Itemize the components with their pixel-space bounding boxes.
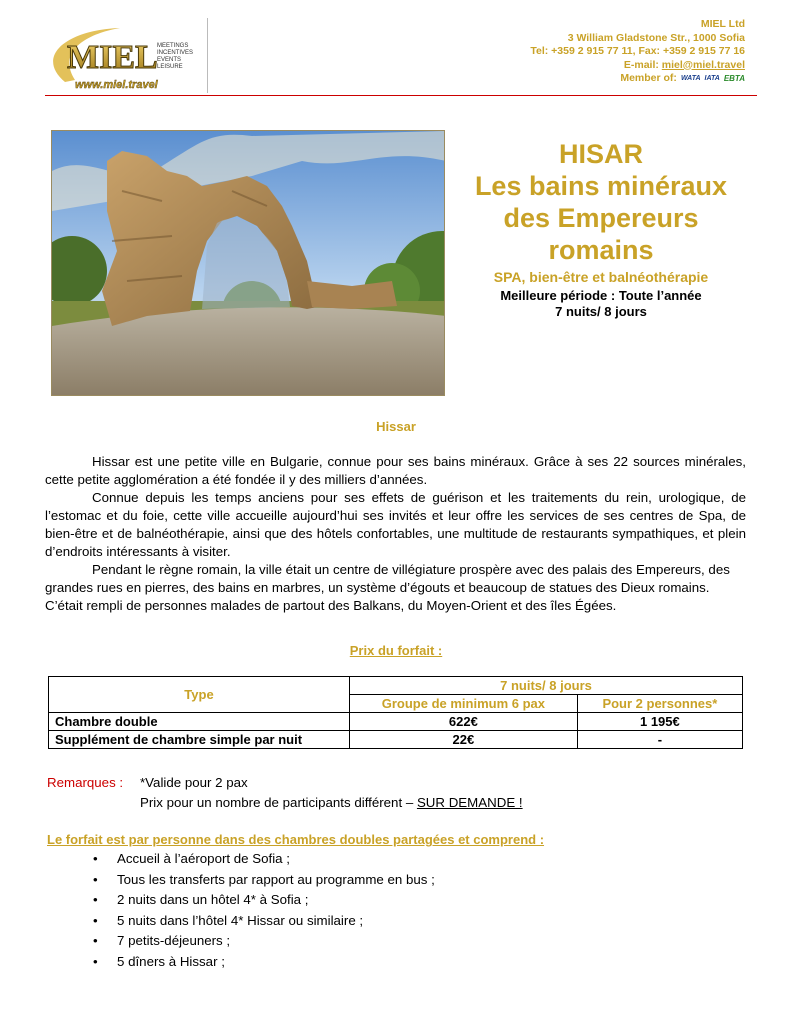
roman-ruins-photo (51, 130, 445, 396)
email-label: E-mail: (623, 58, 662, 71)
company-address: 3 William Gladstone Str., 1000 Sofia (567, 31, 745, 44)
title-block (462, 138, 740, 319)
list-item: • 5 dîners à Hissar ; (117, 952, 435, 973)
col-group-header: 7 nuits/ 8 jours (350, 677, 743, 695)
svg-text:MEETINGS: MEETINGS (157, 43, 189, 49)
includes-heading: Le forfait est par personne dans des chambres doubles partagées et comprend : (47, 832, 545, 847)
col-min6-header: Groupe de minimum 6 pax (350, 695, 578, 713)
intro-paragraph: Hissar est une petite ville en Bulgarie, connue pour ses bains minéraux. Grâce à ses 22 sources minérales, cette petite agglomération a été fondée il y des milliers d’années. (45, 454, 746, 487)
row-type: Supplément de chambre simple par nuit (49, 731, 350, 749)
col-type-header: Type (49, 677, 350, 713)
price-table (48, 676, 743, 749)
page-title-line-2: Les bains minéraux (474, 171, 728, 201)
intro-paragraph: Connue depuis les temps anciens pour ses effets de guérison et les traitements du rein, urologique, de l’estomac et du foie, cette ville accueille aujourd’hui ses invités et leur offre les services de ses centres de Spa, de bien-être et de balnéothérapie, ainsi que des hôtels confortables, une multitude de restaurants sympathiques, et plein d’endroits intéressants à visiter. (45, 490, 746, 559)
table-row (49, 713, 743, 731)
remark-1: *Valide pour 2 pax (140, 775, 248, 790)
company-info (530, 18, 745, 86)
prices-heading: Prix du forfait : (349, 643, 443, 658)
col-2pers-header: Pour 2 personnes* (577, 695, 742, 713)
page-title-line-1: HISAR (558, 139, 643, 169)
member-label: Member of: (620, 72, 677, 84)
company-name: MIEL Ltd (700, 18, 745, 30)
table-row (49, 731, 743, 749)
intro-heading: Hissar (376, 419, 416, 434)
wata-logo: WATA (680, 75, 701, 82)
row-type: Chambre double (49, 713, 350, 731)
subtitle: SPA, bien-être et balnéothérapie (493, 269, 709, 285)
company-phone: Tel: +359 2 915 77 11, Fax: +359 2 915 77 16 (530, 45, 745, 57)
email-link[interactable]: miel@miel.travel (661, 58, 745, 71)
intro-paragraph: Pendant le règne romain, la ville était un centre de villégiature prospère avec des palais des Empereurs, des grandes rues en pierres, des bains en marbres, un système d’égouts et beaucoup de statues des Dieux romains. C’était rempli de personnes malades de partout des Balkans, du Moyen-Orient et des îles Égées. (45, 562, 730, 613)
remark-2: Prix pour un nombre de participants différent – (140, 795, 417, 810)
remarks-label: Remarques : (47, 775, 124, 790)
duration: 7 nuits/ 8 jours (555, 304, 647, 319)
svg-text:INCENTIVES: INCENTIVES (157, 50, 194, 56)
svg-text:EVENTS: EVENTS (157, 57, 182, 63)
page-title-line-4: romains (548, 235, 654, 265)
iata-logo: IATA (704, 75, 720, 82)
list-item: • 2 nuits dans un hôtel 4* à Sofia ; (117, 890, 435, 911)
row-min6-price: 22€ (350, 731, 578, 749)
list-item: • 5 nuits dans l’hôtel 4* Hissar ou similaire ; (117, 911, 435, 932)
list-item: • Accueil à l’aéroport de Sofia ; (117, 849, 435, 870)
intro-text (45, 453, 746, 615)
list-item: • 7 petits-déjeuners ; (117, 931, 435, 952)
includes-list (47, 849, 435, 972)
row-min6-price: 622€ (350, 713, 578, 731)
header-divider (207, 18, 208, 93)
header-rule (45, 95, 757, 96)
logo-wordmark: MIEL (67, 39, 158, 76)
on-request-text: SUR DEMANDE ! (416, 795, 523, 810)
logo-url: www.miel.travel (75, 79, 158, 91)
ebta-logo: EBTA (723, 74, 745, 83)
remarks (47, 773, 523, 813)
svg-text:LEISURE: LEISURE (157, 64, 183, 70)
company-logo (45, 22, 210, 94)
row-2pers-price: - (577, 731, 742, 749)
best-season: Meilleure période : Toute l’année (500, 288, 702, 303)
page-title-line-3: des Empereurs (503, 203, 699, 233)
row-2pers-price: 1 195€ (577, 713, 742, 731)
list-item: • Tous les transferts par rapport au programme en bus ; (117, 870, 435, 891)
